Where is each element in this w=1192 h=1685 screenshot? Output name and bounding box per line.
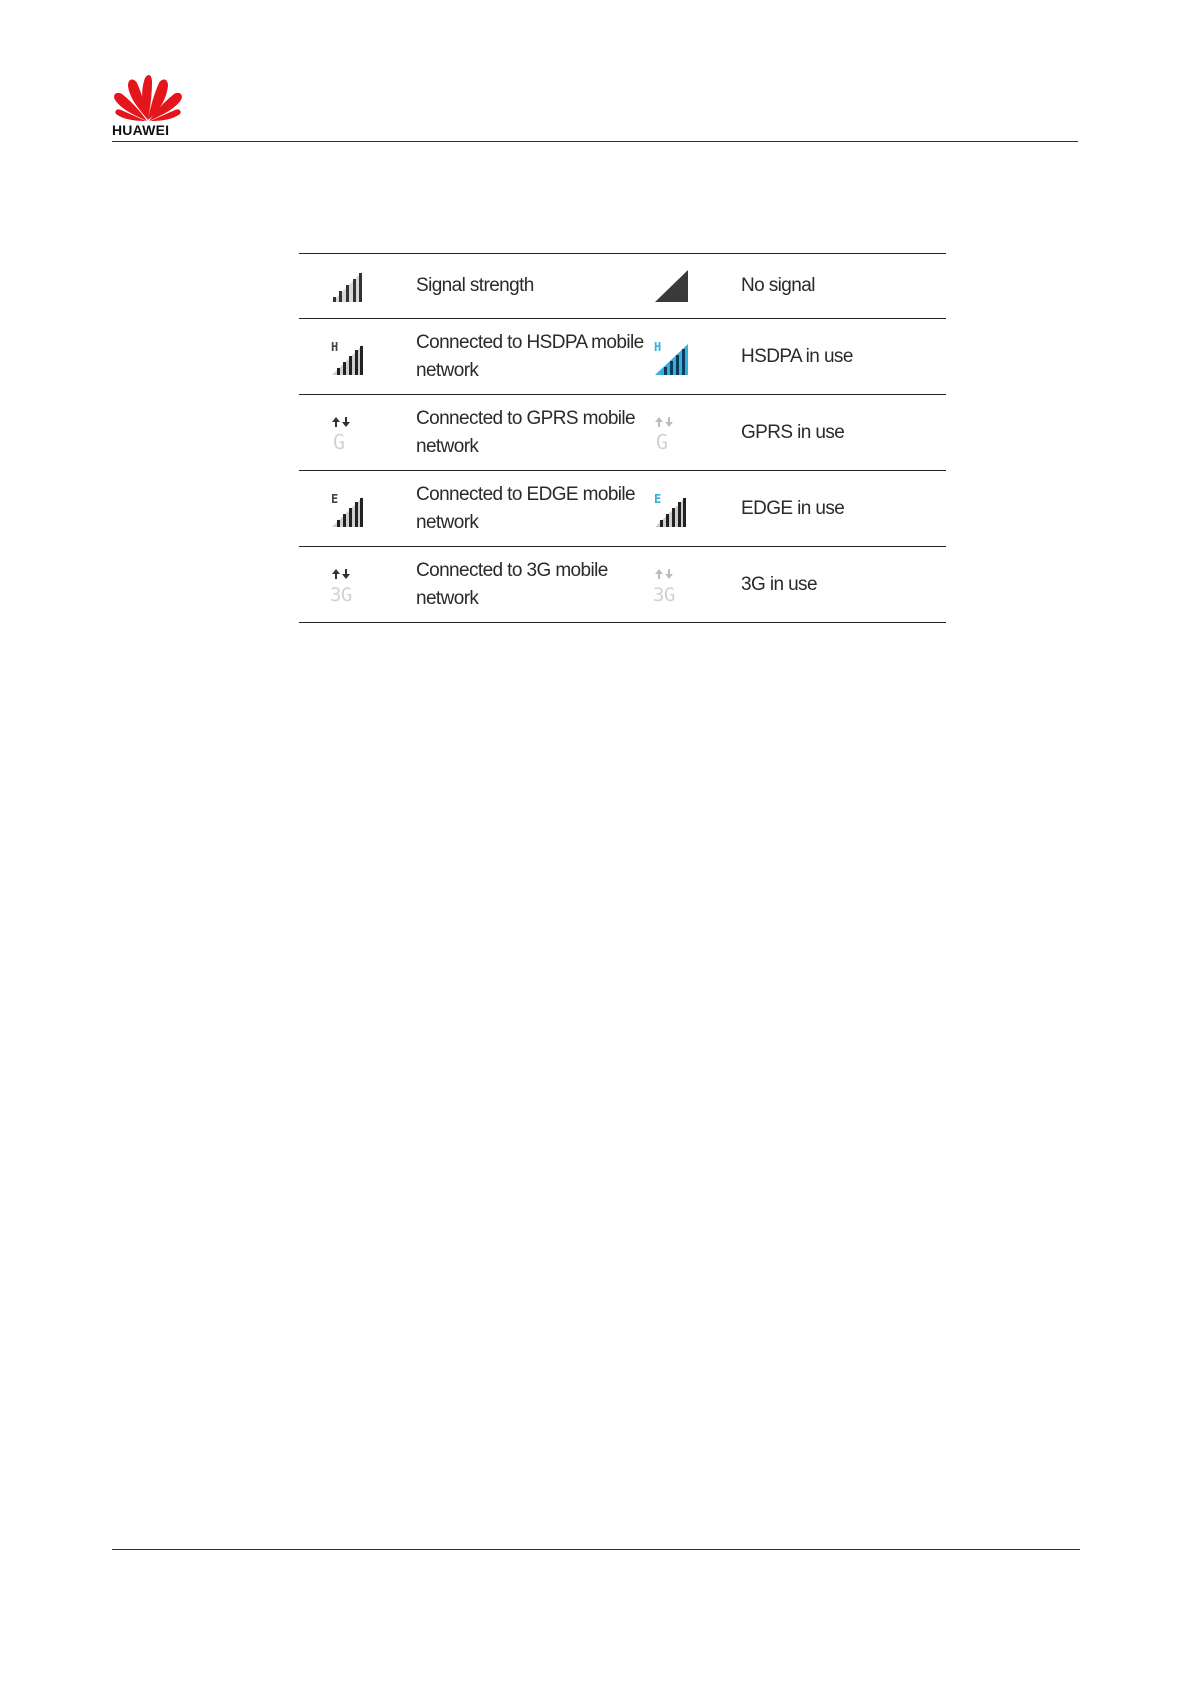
gprs-connected-icon bbox=[329, 413, 369, 453]
no-signal-label: No signal bbox=[741, 275, 815, 296]
footer-divider bbox=[112, 1549, 1080, 1550]
3g-connected-icon bbox=[329, 565, 369, 605]
svg-text:3G: 3G bbox=[653, 583, 675, 605]
table-row bbox=[299, 471, 946, 547]
edge-connected-icon bbox=[329, 489, 369, 529]
logo-wordmark: HUAWEI bbox=[112, 122, 170, 138]
svg-text:G: G bbox=[656, 429, 668, 453]
edge-connected-label: Connected to EDGE mobile network bbox=[416, 483, 635, 533]
edge-in-use-label: EDGE in use bbox=[741, 497, 845, 519]
hsdpa-in-use-label: HSDPA in use bbox=[741, 345, 853, 367]
svg-text:G: G bbox=[333, 429, 345, 453]
table-row bbox=[299, 319, 946, 395]
huawei-logo bbox=[112, 70, 184, 137]
no-signal-icon bbox=[652, 266, 692, 306]
svg-text:3G: 3G bbox=[330, 583, 352, 605]
gprs-in-use-icon bbox=[652, 413, 692, 453]
svg-text:H: H bbox=[654, 339, 661, 354]
3g-in-use-icon bbox=[652, 565, 692, 605]
gprs-connected-label: Connected to GPRS mobile network bbox=[416, 407, 635, 457]
huawei-flower-icon bbox=[112, 70, 184, 122]
svg-text:H: H bbox=[331, 339, 338, 354]
status-icon-table bbox=[299, 253, 946, 623]
svg-text:E: E bbox=[654, 491, 661, 506]
svg-text:E: E bbox=[331, 491, 338, 506]
hsdpa-in-use-icon bbox=[652, 337, 692, 377]
hsdpa-connected-label: Connected to HSDPA mobile network bbox=[416, 331, 644, 381]
edge-in-use-icon bbox=[652, 489, 692, 529]
hsdpa-connected-icon bbox=[329, 337, 369, 377]
3g-connected-label: Connected to 3G mobile network bbox=[416, 559, 608, 609]
table-row bbox=[299, 547, 946, 623]
signal-strength-label: Signal strength bbox=[416, 275, 534, 296]
table-row bbox=[299, 395, 946, 471]
3g-in-use-label: 3G in use bbox=[741, 573, 817, 595]
header-divider bbox=[112, 141, 1078, 142]
signal-strength-icon bbox=[329, 266, 369, 306]
gprs-in-use-label: GPRS in use bbox=[741, 421, 845, 443]
table-row bbox=[299, 254, 946, 319]
